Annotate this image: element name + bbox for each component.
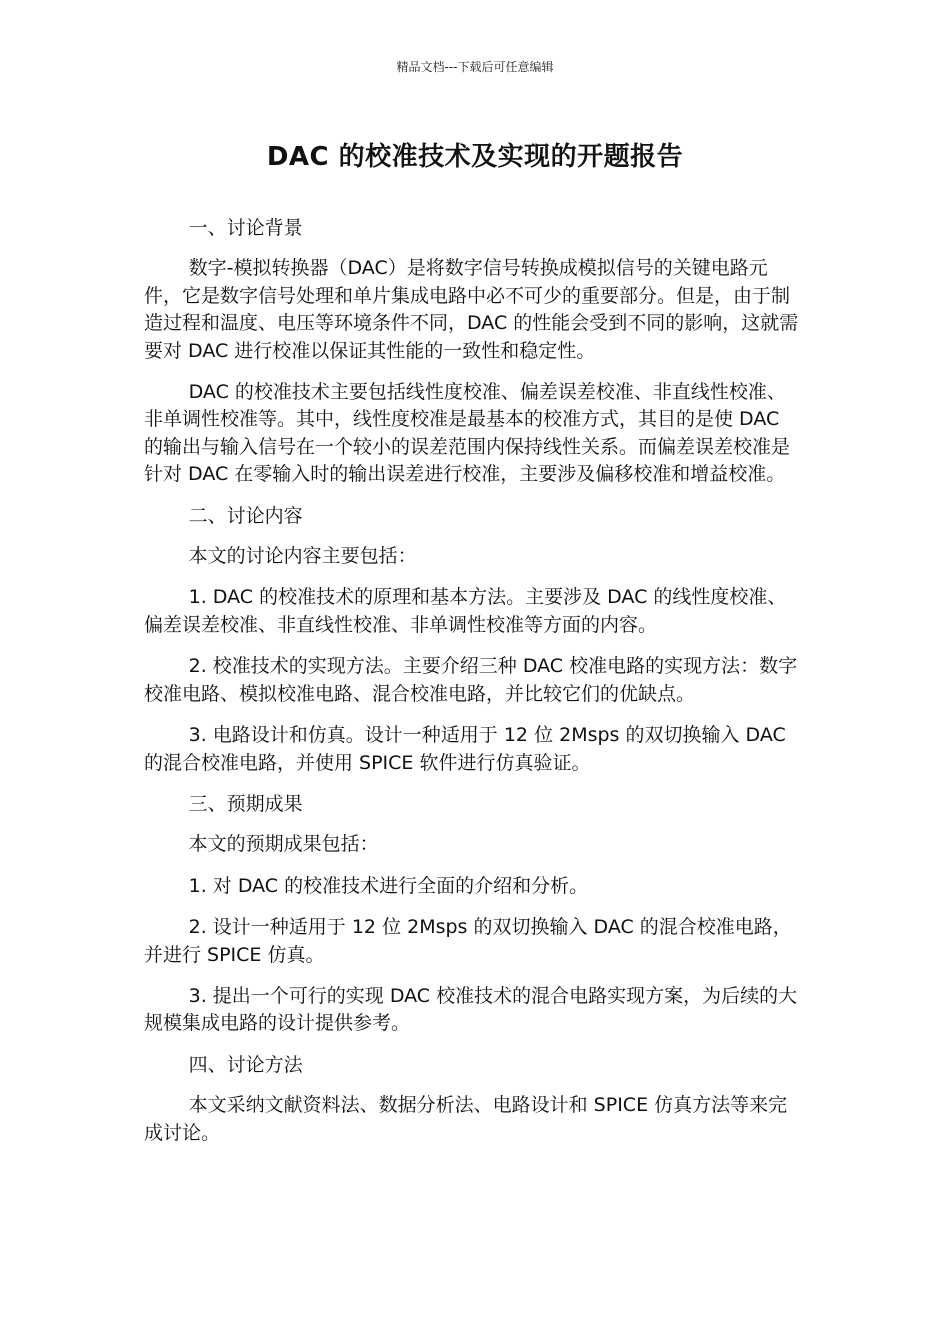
section-heading-background: 一、讨论背景 [188,217,303,239]
list-item: 2. 校准技术的实现方法。主要介绍三种 DAC 校准电路的实现方法：数字校准电路、模拟校准电路、混合校准电路，并比较它们的优缺点。 [144,655,798,705]
section-heading-results: 三、预期成果 [188,792,303,815]
section-heading-content: 二、讨论内容 [188,504,303,527]
document-body [144,215,804,1161]
list-item: 2. 设计一种适用于 12 位 2Msps 的双切换输入 DAC 的混合校准电路，并进行 SPICE 仿真。 [144,916,792,966]
paragraph: 本文采纳文献资料法、数据分析法、电路设计和 SPICE 仿真方法等来完成讨论。 [144,1094,788,1144]
document-title: DAC 的校准技术及实现的开题报告 [266,142,684,172]
list-item: 1. 对 DAC 的校准技术进行全面的介绍和分析。 [188,874,589,897]
paragraph: 本文的预期成果包括： [188,833,379,856]
section-heading-method: 四、讨论方法 [188,1053,303,1076]
paragraph: DAC 的校准技术主要包括线性度校准、偏差误差校准、非直线性校准、非单调性校准等。其中，线性度校准是最基本的校准方式，其目的是使 DAC 的输出与输入信号在一个较小的误差范围内保持线性关系。而偏差误差校准是针对 DAC 在零输入时的输出误差进行校准，主要涉及偏移校准和增益校准。 [144,381,791,486]
paragraph: 数字-模拟转换器（DAC）是将数字信号转换成模拟信号的关键电路元件，它是数字信号处理和单片集成电路中必不可少的重要部分。但是，由于制造过程和温度、电压等环境条件不同，DAC 的性能会受到不同的影响，这就需要对 DAC 进行校准以保证其性能的一致性和稳定性。 [144,257,799,362]
list-item: 1. DAC 的校准技术的原理和基本方法。主要涉及 DAC 的线性度校准、偏差误差校准、非直线性校准、非单调性校准等方面的内容。 [144,586,787,636]
list-item: 3. 电路设计和仿真。设计一种适用于 12 位 2Msps 的双切换输入 DAC 的混合校准电路，并使用 SPICE 软件进行仿真验证。 [144,724,786,774]
list-item: 3. 提出一个可行的实现 DAC 校准技术的混合电路实现方案，为后续的大规模集成电路的设计提供参考。 [144,984,798,1035]
header-note: 精品文档---下载后可任意编辑 [396,60,554,74]
paragraph: 本文的讨论内容主要包括： [188,545,417,568]
